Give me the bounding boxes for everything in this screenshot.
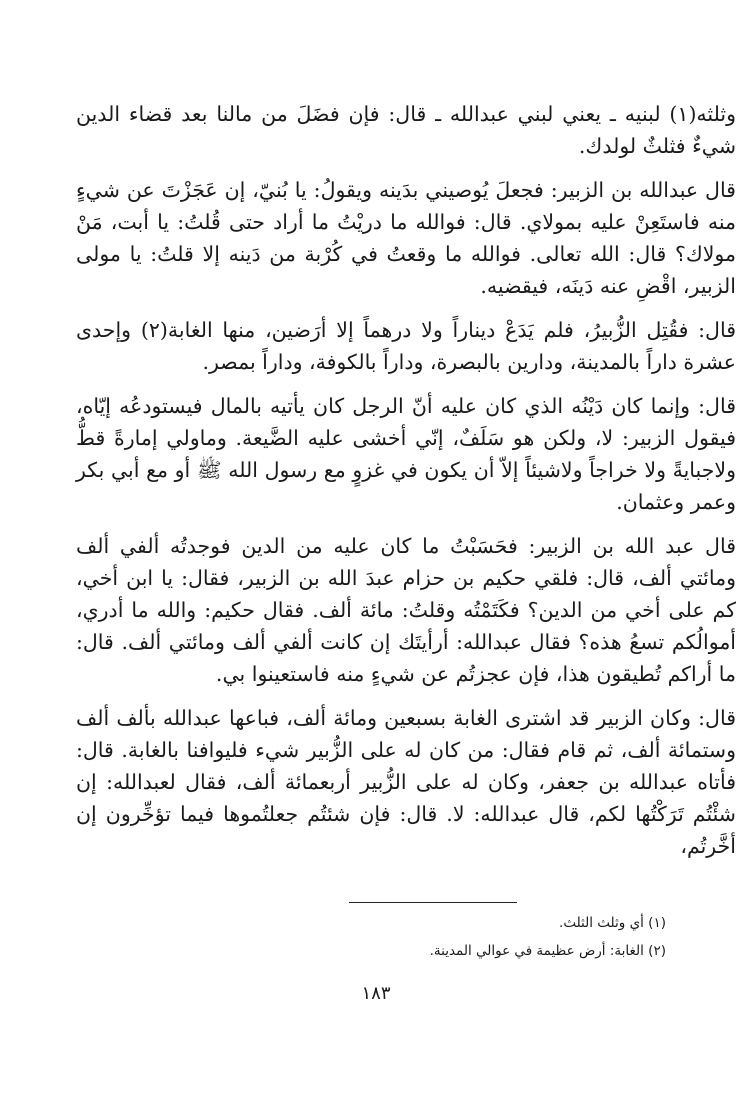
paragraph-3: قال: فقُتِل الزُّبيرُ، فلم يَدَعْ ديناراً ولا درهماً إلا أرَضين، منها الغابة(٢) وإحدى عشرة داراً بالمدينة، ودارين بالبصرة، وداراً بالكوفة، وداراً بمصر. <box>76 318 736 374</box>
paragraph-1: وثلثه(١) لبنيه ـ يعني لبني عبدالله ـ قال: فإن فضَلَ من مالنا بعد قضاء الدين شيءٌ فثلثٌ لولدك. <box>76 102 737 158</box>
footnotes <box>66 910 666 968</box>
footnote-separator <box>349 902 517 903</box>
paragraph-4: قال: وإنما كان دَيْنُه الذي كان عليه أنّ الرجل كان يأتيه بالمال فيستودعُه إيّاه، فيقول الزبير: لا، ولكن هو سَلَفٌ، إنّي أخشى عليه الضَّيعة. وماولي إمارةً قطُّ ولاجبايةً ولا خراجاً ولاشيئاً إلاّ أن يكون في غزوٍ مع رسول الله ﷺ أو مع أبي بكر وعمر وعثمان. <box>76 394 736 514</box>
page-number: ١٨٣ <box>361 983 391 1004</box>
footnote-2: (٢) الغابة: أرض عظيمة في عوالي المدينة. <box>429 943 666 959</box>
paragraph-2: قال عبدالله بن الزبير: فجعلَ يُوصيني بدَينه ويقولُ: يا بُنيّ، إن عَجَزْتَ عن شيءٍ منه فاستَعِنْ عليه بمولاي. قال: فوالله ما دريْتُ ما أراد حتى قُلتُ: يا أبت، مَنْ مولاك؟ قال: الله تعالى. فوالله ما وقعتُ في كُرْبة من دَينه إلا قلتُ: يا مولى الزبير، اقْضِ عنه دَينَه، فيقضيه. <box>76 178 736 298</box>
paragraph-6: قال: وكان الزبير قد اشترى الغابة بسبعين ومائة ألف، فباعها عبدالله بألف ألف وستمائة ألف، ثم قام فقال: من كان له على الزُّبير شيء فليوافنا بالغابة. قال: فأتاه عبدالله بن جعفر، وكان له على الزُّبير أربعمائة ألف، فقال لعبدالله: إن شئْتُم تَرَكْتُها لكم، قال عبدالله: لا. قال: فإن شئتُم جعلتُموها فيما تؤخِّرون إن أخَّرتُم، <box>76 706 736 858</box>
footnote-1: (١) أي وثلث الثلث. <box>559 915 666 931</box>
paragraph-5: قال عبد الله بن الزبير: فحَسَبْتُ ما كان عليه من الدين فوجدتُه ألفي ألف ومائتي ألف، قال: فلقي حكيم بن حزام عبدَ الله بن الزبير، فقال: يا ابن أخي، كم على أخي من الدين؟ فكَتَمْتُه وقلتُ: مائة ألف. فقال حكيم: والله ما أدري، أموالُكم تسعُ هذه؟ فقال عبدالله: أرأيتَك إن كانت ألفي ألف ومائتي ألف. قال: ما أراكم تُطيقون هذا، فإن عجزتُم عن شيءٍ منه فاستعينوا بي. <box>76 534 736 686</box>
main-text <box>76 98 736 874</box>
